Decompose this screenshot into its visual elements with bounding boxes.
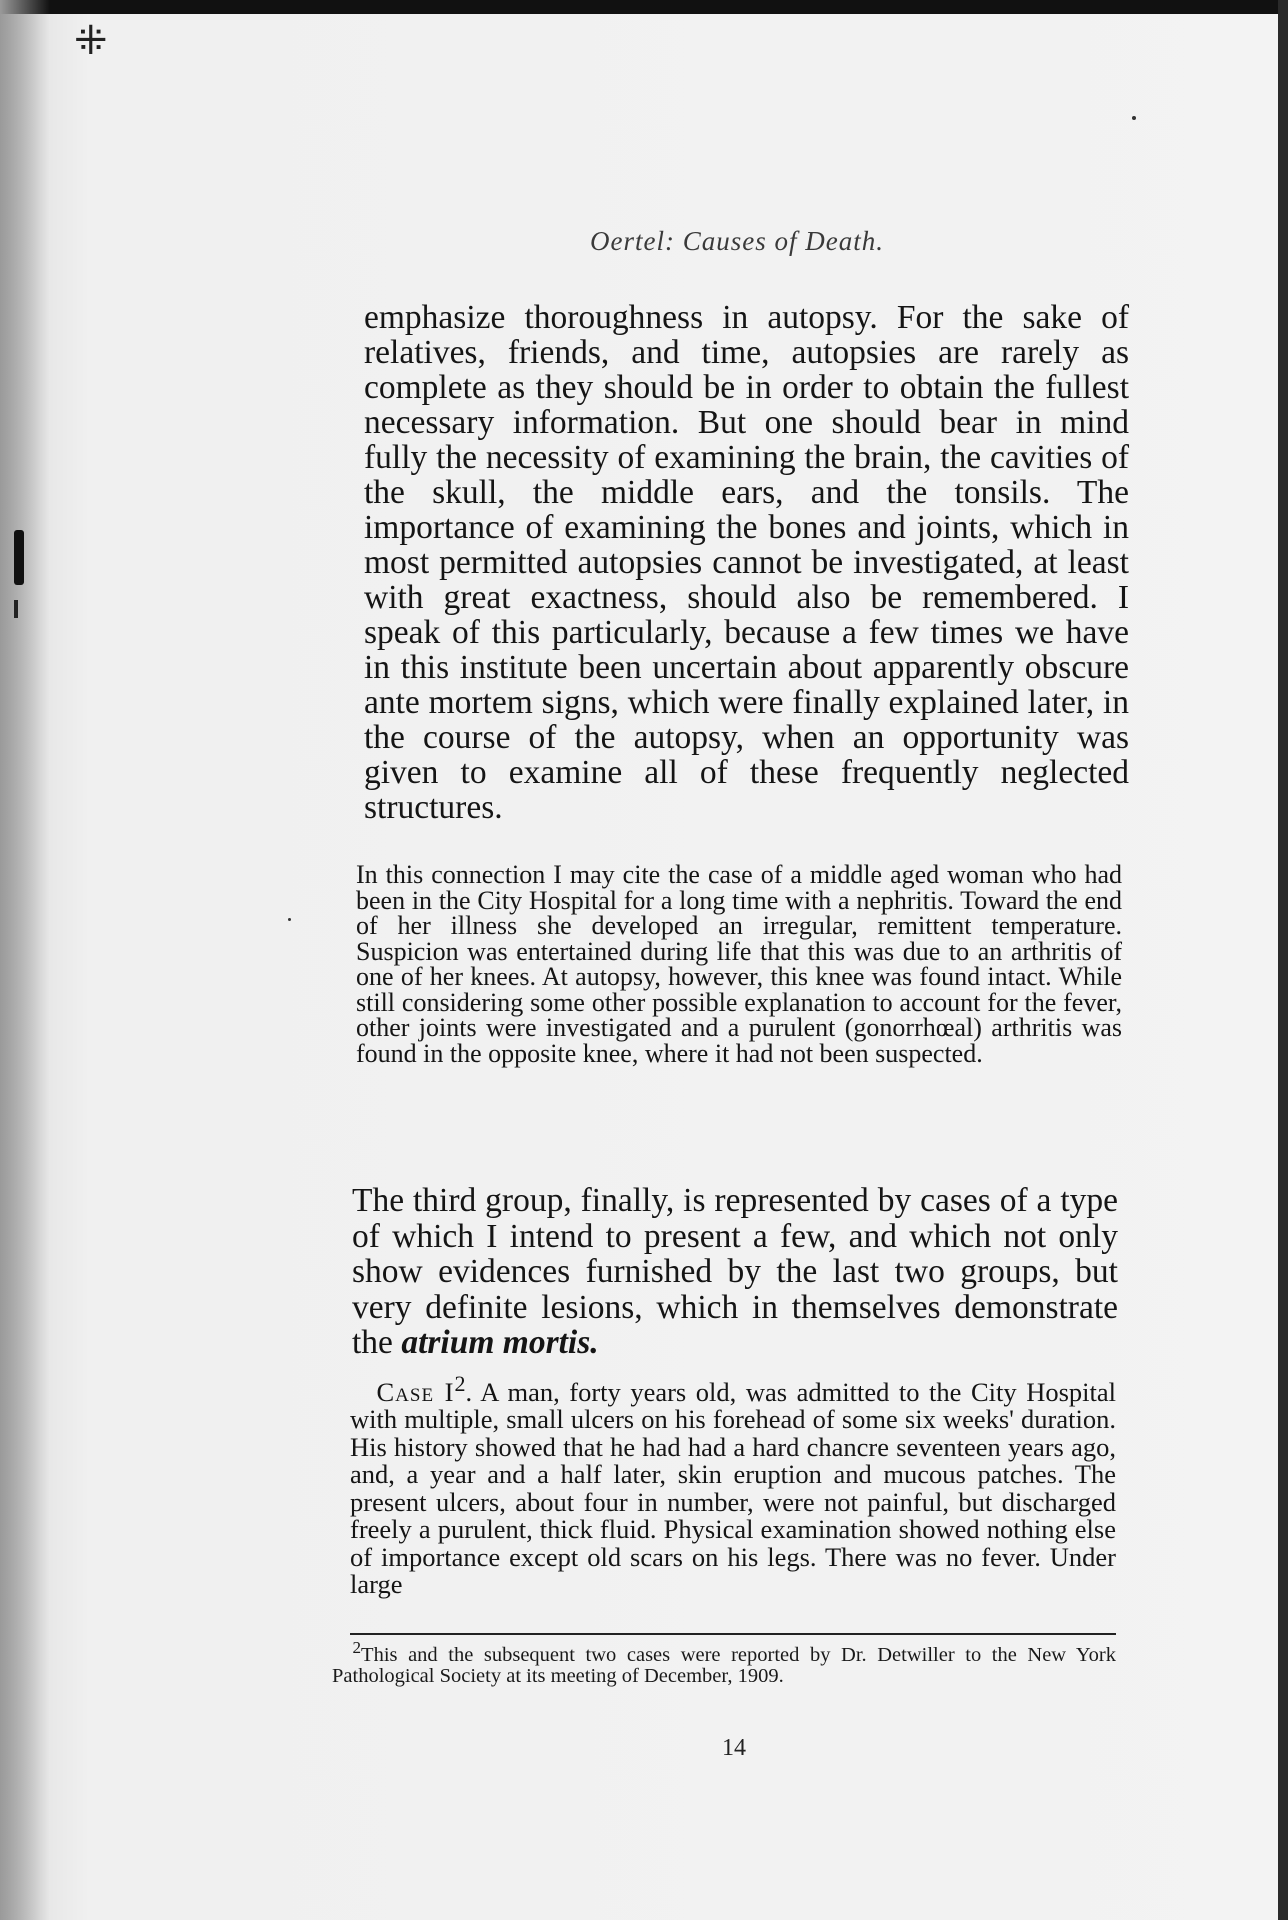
case-footnote-ref: 2: [454, 1371, 466, 1396]
scan-top-border: [0, 0, 1288, 14]
footnote: [332, 1637, 1116, 1687]
case-label: Case I: [376, 1376, 455, 1407]
footnote-rule: [350, 1633, 1116, 1635]
page-number: 14: [722, 1735, 746, 1761]
case-one-paragraph: [350, 1370, 1116, 1599]
binding-mark-small: [14, 600, 18, 618]
case-body: . A man, forty years old, was admitted to the City Hospital with multiple, small ulcers on his forehead of some six weeks' duration. His history showed that he had had a hard chancre seventeen years ago, and, a year and a half later, skin eruption and mucous patches. The present ulcers, about four in number, were not painful, but discharged freely a purulent, thick fluid. Physical examination showed nothing else of importance except old scars on his legs. There was no fever. Under large: [350, 1376, 1116, 1600]
paragraph-third-group-text: The third group, finally, is represented by cases of a type of which I intend to present a few, and which not only show evidences furnished by the last two groups, but very definite lesions, which in themselves demonstrate the: [352, 1182, 1118, 1361]
paragraph-autopsy-thoroughness: emphasize thoroughness in autopsy. For the sake of relatives, friends, and time, autopsies are rarely as complete as they should be in order to obtain the fullest necessary information. But one should bear in mind fully the necessity of examining the brain, the cavities of the skull, the middle ears, and the tonsils. The importance of examining the bones and joints, which in most permitted autopsies cannot be investigated, at least with great exactness, should also be remembered. I speak of this particularly, because a few times we have in this institute been uncertain about apparently obscure ante mortem signs, which were finally explained later, in the course of the autopsy, when an opportunity was given to examine all of these frequently neglected structures.: [364, 299, 1129, 826]
binding-shadow: [0, 0, 50, 1920]
footnote-marker: 2: [352, 1638, 362, 1657]
binding-mark: [14, 530, 24, 585]
scan-right-border: [1278, 0, 1288, 1920]
dust-speck: [1132, 116, 1136, 120]
paragraph-third-group: [352, 1183, 1118, 1361]
dust-speck: [288, 918, 291, 921]
footnote-text: This and the subsequent two cases were reported by Dr. Detwiller to the New York Pathological Society at its meeting of December, 1909.: [332, 1643, 1116, 1687]
paragraph-case-example: In this connection I may cite the case of a middle aged woman who had been in the City Hospital for a long time with a nephritis. Toward the end of her illness she developed an irregular, remittent temperature. Suspicion was entertained during life that this was due to an arthritis of one of her knees. At autopsy, however, this knee was found intact. While still considering some other possible explanation to account for the fever, other joints were investigated and a purulent (gonorrhœal) arthritis was found in the opposite knee, where it had not been suspected.: [356, 860, 1122, 1068]
atrium-mortis-emphasis: atrium mortis.: [401, 1324, 599, 1361]
running-head: Oertel: Causes of Death.: [590, 226, 884, 256]
corner-mark: ⁜: [74, 18, 108, 64]
